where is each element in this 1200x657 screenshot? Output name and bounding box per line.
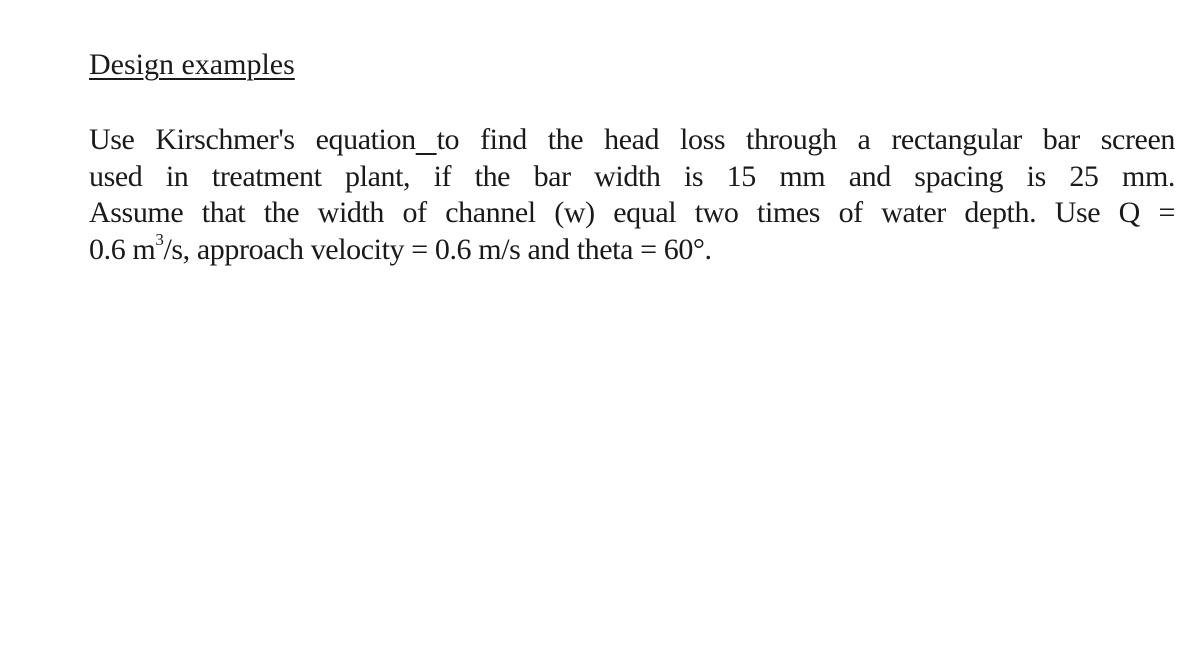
problem-line-3: Assume that the width of channel (w) equal two times of water depth. Use Q = (89, 196, 1175, 229)
cubic-superscript: 3 (155, 229, 164, 249)
problem-line-4-text-b: /s, approach velocity = 0.6 m/s and theta = 60°. (163, 232, 712, 266)
problem-line-1-text-a: Use Kirschmer's equation (89, 123, 416, 156)
problem-statement (89, 122, 1175, 268)
problem-line-1-underlined-space (416, 123, 437, 156)
problem-line-4 (89, 229, 1175, 269)
problem-line-4-text-a: 0.6 m (89, 232, 156, 266)
problem-line-2: used in treatment plant, if the bar width is 15 mm and spacing is 25 mm. (89, 159, 1175, 193)
section-heading: Design examples (89, 48, 295, 81)
problem-line-1 (89, 122, 1175, 159)
problem-line-1-text-b: to find the head loss through a rectangular bar screen (436, 123, 1175, 156)
